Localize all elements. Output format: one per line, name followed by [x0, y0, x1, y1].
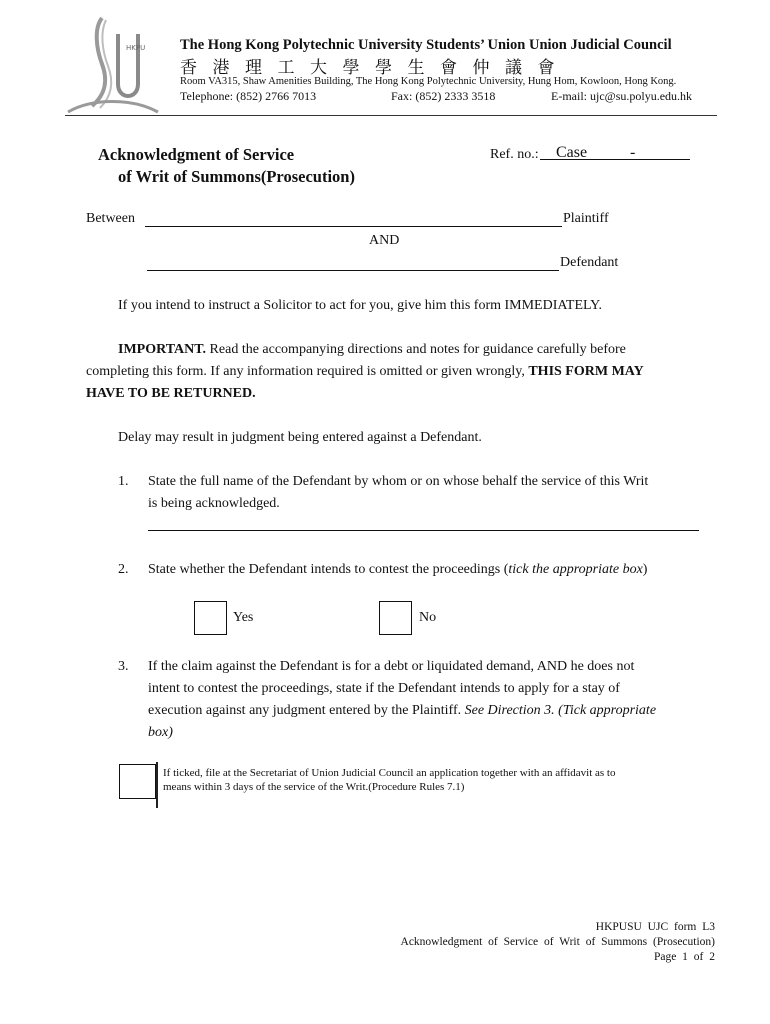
stay-note-line2: means within 3 days of the service of the Writ.(Procedure Rules 7.1)	[163, 781, 465, 793]
q2-text-close: )	[642, 562, 648, 577]
header-fax: Fax: (852) 2333 3518	[391, 89, 496, 103]
form-title-line1: Acknowledgment of Service	[98, 145, 295, 164]
stay-of-execution-checkbox[interactable]	[119, 764, 156, 799]
header-divider	[65, 115, 717, 116]
important-warning2: HAVE TO BE RETURNED.	[86, 386, 256, 401]
svg-text:HKPU: HKPU	[126, 44, 146, 52]
q2-text-main: State whether the Defendant intends to contest the proceedings (	[148, 562, 509, 577]
yes-checkbox[interactable]	[194, 601, 227, 635]
header-email: E-mail: ujc@su.polyu.edu.hk	[551, 89, 693, 103]
ref-no-label: Ref. no.:	[490, 147, 539, 162]
q3-text-line2: intent to contest the proceedings, state if the Defendant intends to apply for a stay of	[148, 681, 620, 696]
important-text2: completing this form. If any information required is omitted or given wrongly,	[86, 364, 529, 379]
q2-number: 2.	[118, 562, 129, 577]
defendant-label: Defendant	[560, 255, 619, 270]
stay-note-bar	[156, 762, 158, 808]
header-title: The Hong Kong Polytechnic University Students’ Union Union Judicial Council	[180, 37, 672, 53]
defendant-full-name-field[interactable]	[148, 529, 699, 531]
important-text1: Read the accompanying directions and notes for guidance carefully before	[206, 342, 626, 357]
stay-note-line1: If ticked, file at the Secretariat of Union Judicial Council an application together with an affidavit as to	[163, 767, 616, 779]
q3-text-line1: If the claim against the Defendant is for a debt or liquidated demand, AND he does not	[148, 659, 635, 674]
defendant-field[interactable]	[147, 269, 559, 271]
footer-form-code: HKPUSU UJC form L3	[595, 921, 715, 933]
solicitor-note: If you intend to instruct a Solicitor to act for you, give him this form IMMEDIATELY.	[118, 298, 602, 313]
header-address: Room VA315, Shaw Amenities Building, The Hong Kong Polytechnic University, Hung Hom, Kowloon, Hong Kong.	[180, 76, 677, 87]
q3-text-line3	[148, 703, 656, 719]
yes-label: Yes	[233, 610, 254, 625]
q1-number: 1.	[118, 474, 129, 489]
q1-text-line2: is being acknowledged.	[148, 496, 280, 511]
important-label: IMPORTANT.	[118, 342, 207, 357]
no-label: No	[419, 610, 437, 625]
q3-text-line3-main: execution against any judgment entered by the Plaintiff.	[148, 703, 465, 718]
q2-text-italic: tick the appropriate box	[508, 562, 643, 577]
between-label: Between	[86, 211, 135, 226]
q3-text-line3-italic: See Direction 3. (Tick appropriate	[464, 703, 657, 718]
delay-note: Delay may result in judgment being entered against a Defendant.	[118, 430, 482, 445]
ref-case-text: Case	[556, 144, 588, 161]
footer-page-number: Page 1 of 2	[653, 951, 715, 963]
form-title-line2: of Writ of Summons(Prosecution)	[118, 167, 355, 186]
no-checkbox[interactable]	[379, 601, 412, 635]
important-line2	[86, 364, 644, 380]
footer-form-name: Acknowledgment of Service of Writ of Summons (Prosecution)	[400, 936, 715, 948]
q1-text-line1: State the full name of the Defendant by whom or on whose behalf the service of this Writ	[148, 474, 649, 489]
and-label: AND	[369, 233, 400, 248]
union-logo	[62, 14, 162, 116]
q2-text	[148, 562, 647, 578]
plaintiff-field[interactable]	[145, 225, 562, 227]
ref-dash-text: -	[630, 144, 636, 161]
important-warning1: THIS FORM MAY	[528, 364, 644, 379]
header-telephone: Telephone: (852) 2766 7013	[180, 89, 317, 103]
important-line1	[118, 342, 626, 358]
header-chinese-name: 香港理工大學學生會仲議會	[180, 58, 570, 78]
q3-number: 3.	[118, 659, 129, 674]
plaintiff-label: Plaintiff	[563, 211, 609, 226]
q3-text-line4: box)	[148, 725, 173, 740]
